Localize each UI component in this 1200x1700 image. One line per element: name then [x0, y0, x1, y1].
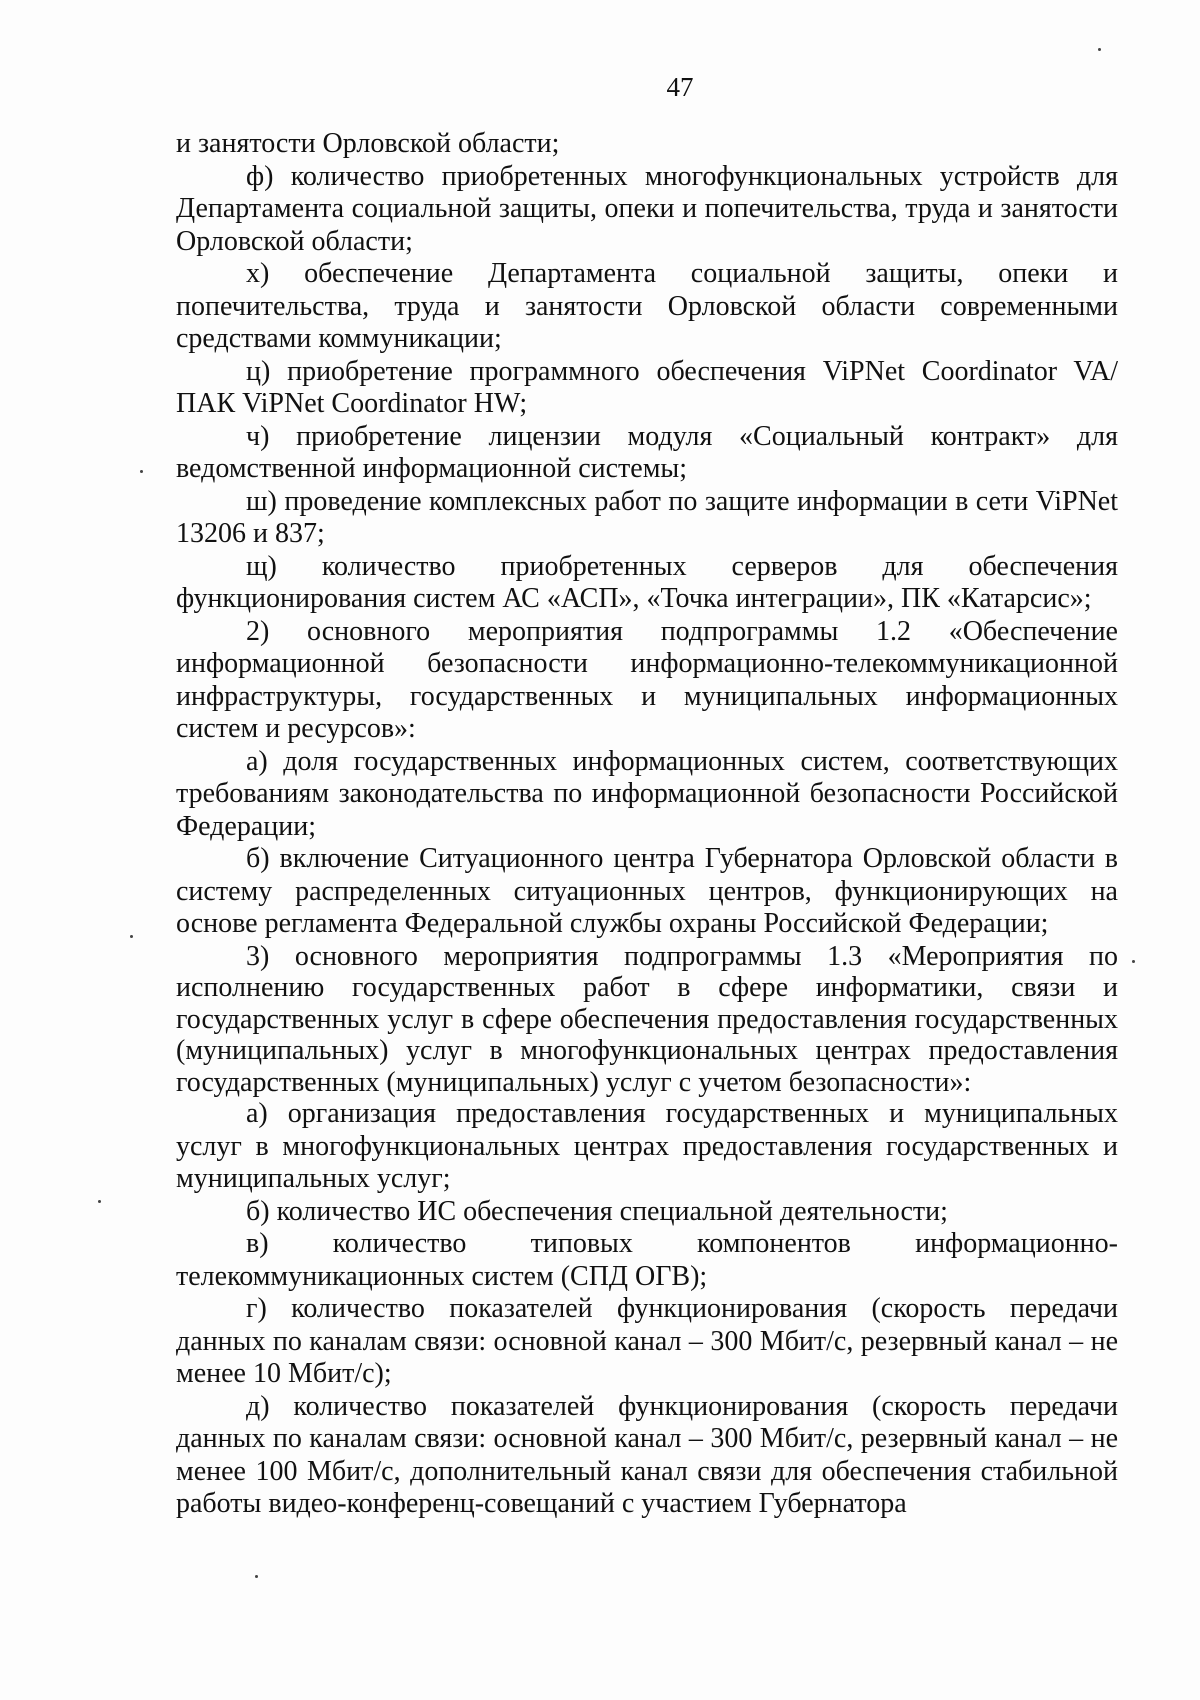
paragraph-section-3: 3) основного мероприятия подпрограммы 1.3 «Мероприятия по исполнению государственных работ в сфере информатики, связи и государственных услуг в сфере обеспечения предоставления государственных (муниципальных) услуг в многофункциональных центрах предоставления государственных (муниципальных) услуг с учетом безопасности»: — [176, 940, 1118, 1098]
scan-speck — [130, 935, 133, 938]
paragraph-section-2-item-a: а) доля государственных информационных систем, соответствующих требованиям законодательства по информационной безопасности Российской Федерации; — [176, 745, 1118, 842]
scan-speck — [140, 470, 143, 473]
paragraph-section-2: 2) основного мероприятия подпрограммы 1.2 «Обеспечение информационной безопасности информационно-телекоммуникационной инфраструктуры, государственных и муниципальных информационных систем и ресурсов»: — [176, 615, 1118, 744]
paragraph-item-f: ф) количество приобретенных многофункциональных устройств для Департамента социальной защиты, опеки и попечительства, труда и занятости Орловской области; — [176, 160, 1118, 257]
paragraph-section-3-item-v: в) количество типовых компонентов информационно-телекоммуникационных систем (СПД ОГВ); — [176, 1228, 1118, 1292]
scan-speck — [98, 1200, 101, 1203]
paragraph-section-3-item-d: д) количество показателей функционирования (скорость передачи данных по каналам связи: основной канал – 300 Мбит/с, резервный канал – не менее 100 Мбит/с, дополнительный канал связи для обеспечения стабильной работы видео-конференц-совещаний с участием Губернатора — [176, 1390, 1118, 1519]
scan-speck — [1132, 960, 1135, 963]
paragraph-item-shch: щ) количество приобретенных серверов для обеспечения функционирования систем АС «АСП», «Точка интеграции», ПК «Катарсис»; — [176, 550, 1118, 614]
paragraph-section-3-item-b: б) количество ИС обеспечения специальной деятельности; — [246, 1195, 948, 1227]
paragraph-section-2-item-b: б) включение Ситуационного центра Губернатора Орловской области в систему распределенных ситуационных центров, функционирующих на основе регламента Федеральной службы охраны Российской Федерации; — [176, 843, 1118, 939]
paragraph-continuation: и занятости Орловской области; — [176, 128, 560, 159]
paragraph-section-3-item-a: а) организация предоставления государственных и муниципальных услуг в многофункциональных центрах предоставления государственных и муниципальных услуг; — [176, 1098, 1118, 1194]
scan-speck — [1098, 48, 1101, 51]
paragraph-section-3-item-g: г) количество показателей функционирования (скорость передачи данных по каналам связи: основной канал – 300 Мбит/с, резервный канал – не менее 10 Мбит/с); — [176, 1293, 1118, 1389]
document-body — [176, 128, 1118, 1521]
page-number: 47 — [666, 72, 694, 102]
scan-speck — [255, 1575, 258, 1578]
paragraph-item-sh: ш) проведение комплексных работ по защите информации в сети ViPNet 13206 и 837; — [176, 485, 1118, 549]
paragraph-item-ts: ц) приобретение программного обеспечения ViPNet Coordinator VA/ПАК ViPNet Coordinator HW; — [176, 355, 1118, 419]
paragraph-item-kh: х) обеспечение Департамента социальной защиты, опеки и попечительства, труда и занятости Орловской области современными средствами коммуникации; — [176, 258, 1118, 354]
paragraph-item-ch: ч) приобретение лицензии модуля «Социальный контракт» для ведомственной информационной системы; — [176, 420, 1118, 484]
